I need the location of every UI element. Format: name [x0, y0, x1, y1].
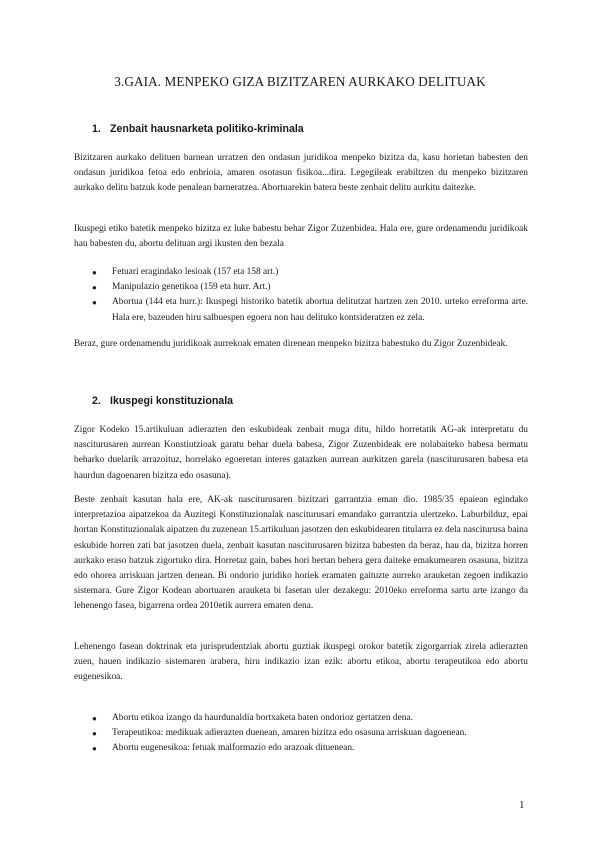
bullet-icon: ●	[92, 283, 97, 293]
section-heading-2	[92, 395, 233, 407]
bullet-list-1	[92, 265, 528, 326]
bullet-icon: ●	[92, 268, 97, 277]
list-item: ● Abortua (144 eta hurr.): Ikuspegi historiko batetik abortua delitutzat hartzen zen 2010. urteko erreforma arte. Hala ere, bazeuden hiru salbuespen egoera non hau delituko kontsideratzen ez zela.	[92, 297, 528, 323]
paragraph: Beste zenbait kasutan hala ere, AK-ak nasciturusaren bizitzari garrantzia eman dio. 1985/35 epaiean egindako interpretazioa aipatzekoa da Auzitegi Konstituzionalak nasciturusari emandako garrantzia ulertzeko. Laburbilduz, epai hortan Konstituzionalak aipatzen du zuzenean 15.artikuluan jasotzen den eskubidearen titularra ez dela nasciturusa baina eskubide horren zati bat jasotzen duela, zenbait kasutan nasciturusaren bizitza babesten da beraz, hau da, bizitza horren aurkako eraso batzuk zigortuko dira. Horretaz gain, babes hori bertan behera gera daiteke emakumearen osasuna, bizitza edo ohorea arriskuan jartzen denean. Bi ondorio juridiko horiek eramaten gaituzte aurreko arauketan zegoen indikazio sistemara. Gure Zigor Kodean abortuaren arauketa bi fasetan uler dezakegu: 2010eko erreforma sartu arte izango da lehenengo fasea, bigarrena ordea 2010etik aurrera ematen dena.	[74, 495, 528, 612]
list-item: ● Abortu eugenesikoa: fetuak malformazio edo arazoak dituenean.	[92, 741, 528, 756]
bullet-icon: ●	[92, 744, 97, 754]
paragraph: Ikuspegi etiko batetik menpeko bizitza ez luke babestu behar Zigor Zuzenbidea. Hala ere, gure ordenamendu juridikoak hau babesten du, abortu delituan argi ikusten den bezala	[74, 224, 528, 250]
paragraph: Lehenengo fasean doktrinak eta jurisprudentziak abortu guztiak ikuspegi orokor batetik zigorgarriak zirela adierazten zuen, hauen indikazio sistemaren arabera, hiru indikazio izan ezik: abortu etikoa, abortu terapeutikoa edo abortu eugenesikoa.	[74, 642, 528, 683]
section-number-2: 2.	[92, 395, 101, 407]
page-number: 1	[519, 799, 525, 811]
paragraph: Beraz, gure ordenamendu juridikoak aurrekoak ematen direnean menpeko bizitza babestuko du Zigor Zuzenbideak.	[74, 339, 508, 349]
bullet-icon: ●	[92, 729, 97, 739]
section-number-1: 1.	[92, 123, 101, 135]
bullet-icon: ●	[92, 714, 97, 723]
paragraph: Zigor Kodeko 15.artikuluan adierazten den eskubideak zenbait muga ditu, hildo horretatik AG-ak interpretatu du nasciturusaren aurrean Konstiutzioak garatu behar duela babesa, Zigor Zuzenbideak ere nolabaiteko babesa bermatu beharko duelarik arrazoituz, horrelako egoeretan interes gatazken aurrean aurkitzen garela (nasciturusaren babesa eta haurdun dagoenaren bizitza edo osasuna).	[74, 425, 528, 481]
section-heading-1	[92, 123, 304, 135]
list-item: ● Abortu etikoa izango da haurdunaldia bortxaketa baten ondorioz gertatzen dena.	[92, 711, 528, 726]
section-title-1: Zenbait hausnarketa politiko-kriminala	[110, 123, 304, 135]
bullet-icon: ●	[92, 298, 97, 308]
bullet-list-2	[92, 711, 528, 757]
paragraph: Bizitzaren aurkako delituen barnean urratzen den ondasun juridikoa menpeko bizitza da, kasu horietan babesten den ondasun juridikoa fetoa edo enbrioia, amaren osotasun fisikoa...dira. Legegileak erabiltzen du menpeko bizitzaren aurkako delitu batzuk kode penalean barneratzea. Abortuarekin batera beste zenbait delitu aurkitu daitezke.	[74, 153, 528, 194]
list-item: ● Terapeutikoa: medikuak adierazten duenean, amaren bizitza edo osasuna arriskuan dagoenean.	[92, 726, 528, 741]
section-title-2: Ikuspegi konstituzionala	[110, 395, 234, 407]
list-item: ● Manipulazio genetikoa (159 eta hurr. Art.)	[92, 280, 528, 295]
list-item: ● Fetuari eragindako lesioak (157 eta 158 art.)	[92, 265, 528, 280]
page-title: 3.GAIA. MENPEKO GIZA BIZITZAREN AURKAKO DELITUAK	[114, 74, 486, 89]
